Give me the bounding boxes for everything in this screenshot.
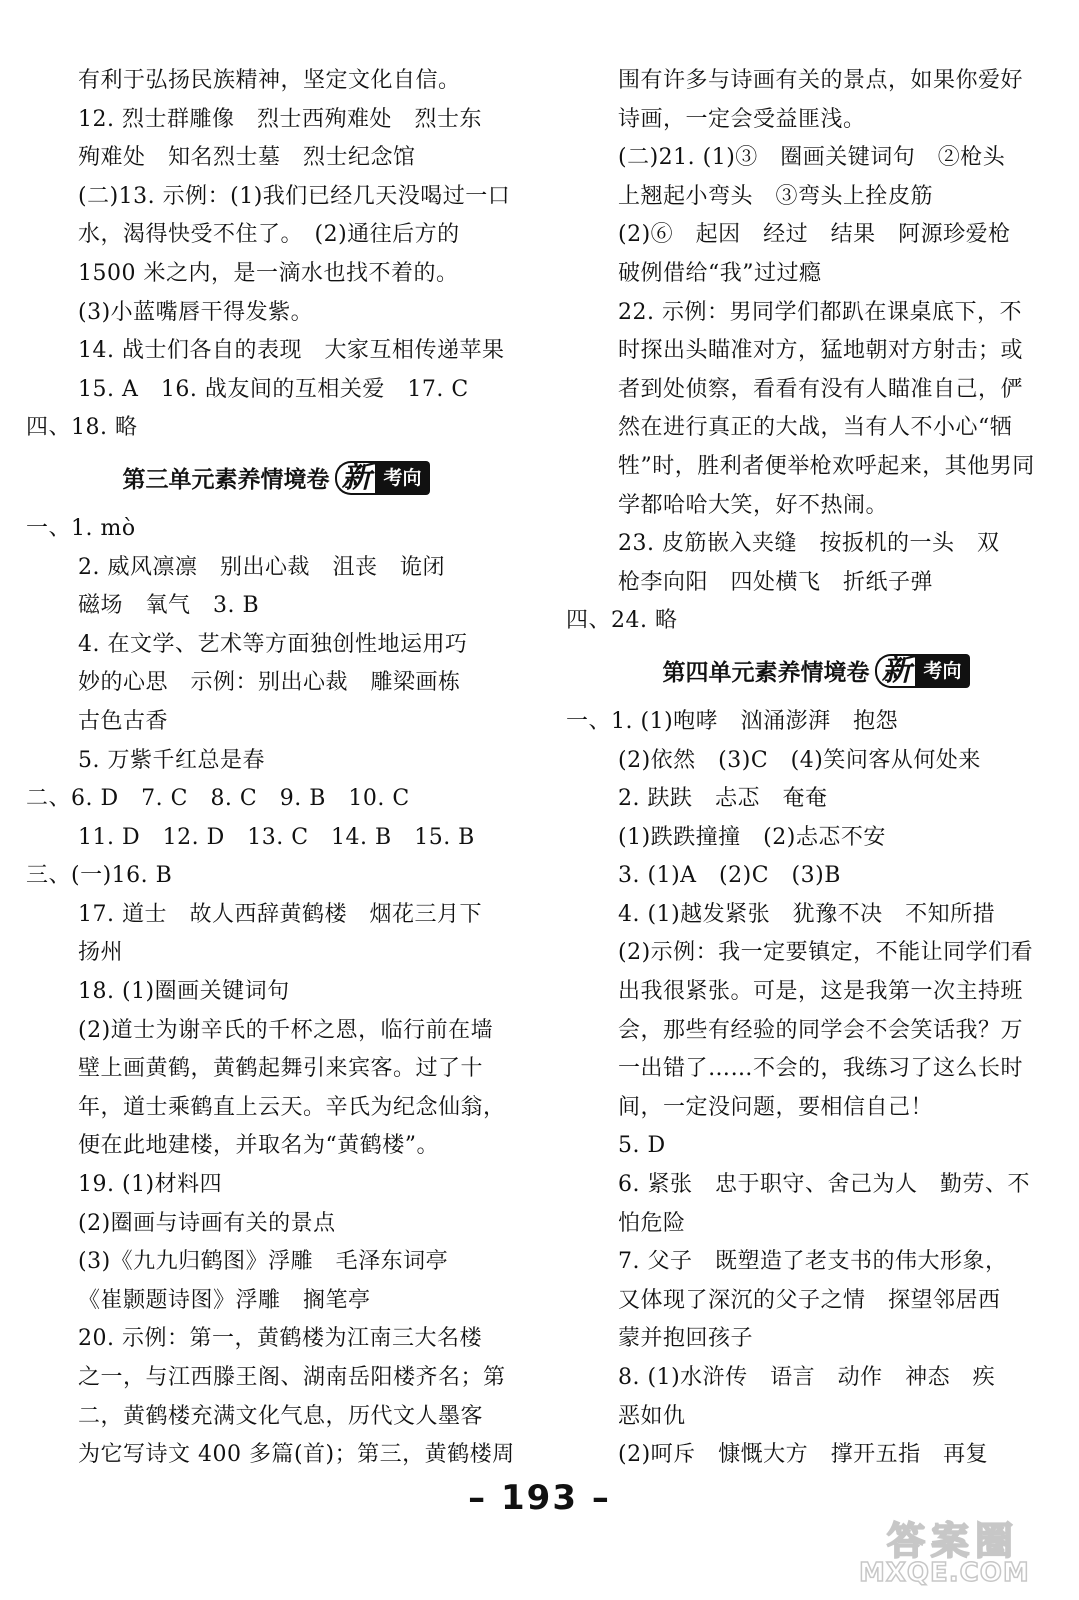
page-number: – 193 – [468,1478,611,1518]
answer-line: 之一，与江西滕王阁、湖南岳阳楼齐名；第 [78,1365,506,1390]
answer-line: 为它写诗文 400 多篇(首)；第三，黄鹤楼周 [78,1442,515,1468]
answer-line: 妙的心思 示例：别出心裁 雕梁画栋 [78,670,461,696]
answer-line: 11. D 12. D 13. C 14. B 15. B [78,824,475,850]
answer-line: 2. 威风凛凛 别出心裁 沮丧 诡闭 [78,554,445,580]
answer-line: 二，黄鹤楼充满文化气息，历代文人墨客 [78,1403,484,1429]
answer-line: 扬州 [78,940,124,966]
answer-line: 古色古香 [78,708,169,734]
answer-line: 壁上画黄鹤，黄鹤起舞引来宾客。过了十 [78,1056,484,1082]
answer-line: 然在进行真正的大战，当有人不小心“牺 [618,415,1013,441]
answer-line: (3)小蓝嘴唇干得发紫。 [78,299,314,325]
answer-line: 23. 皮筋嵌入夹缝 按扳机的一头 双 [618,531,1000,557]
badge-kaoxiang: 考向 [375,461,429,495]
section-heading-unit4 [566,643,1066,699]
watermark-url: MXQE.COM [859,1558,1030,1588]
answer-line: (二)21. (1)③ 圈画关键词句 ②枪头 [618,145,1006,171]
answer-line: 便在此地建楼，并取名为“黄鹤楼”。 [78,1133,439,1159]
answer-line: 8. (1)水浒传 语言 动作 神态 疾 [618,1365,996,1390]
answer-line: 上翘起小弯头 ③弯头上拴皮筋 [618,183,934,209]
answer-line: 《崔颢题诗图》浮雕 搁笔亭 [78,1287,371,1313]
answer-line: (2)道士为谢辛氏的千杯之恩，临行前在墙 [78,1017,494,1043]
answer-line: 出我很紧张。可是，这是我第一次主持班 [618,979,1024,1005]
answer-line: 怕危险 [618,1210,686,1236]
answer-line: 又体现了深沉的父子之情 探望邻居西 [618,1287,1001,1313]
answer-line: 20. 示例：第一，黄鹤楼为江南三大名楼 [78,1326,482,1352]
new-trend-badge [875,654,969,688]
answer-line: (二)13. 示例：(1)我们已经几天没喝过一口 [78,183,511,209]
answer-line: (2)呵斥 慷慨大方 撑开五指 再复 [618,1442,989,1468]
answer-line: 牲”时，胜利者便举枪欢呼起来，其他男同 [618,453,1035,479]
answer-line: 二、6. D 7. C 8. C 9. B 10. C [26,786,410,812]
answer-line: 17. 道士 故人西辞黄鹤楼 烟花三月下 [78,901,482,927]
answer-line: 5. 万紫千红总是春 [78,747,265,773]
answer-line: (3)《九九归鹤图》浮雕 毛泽东词亭 [78,1249,449,1275]
answer-line: 22. 示例：男同学们都趴在课桌底下，不 [618,299,1022,325]
answer-line: (2)⑥ 起因 经过 结果 阿源珍爱枪 [618,222,1011,248]
watermark-logo [859,1510,1049,1596]
answer-line: 7. 父子 既塑造了老支书的伟大形象， [618,1249,1008,1275]
section-heading-title: 第三单元素养情境卷 [122,467,330,494]
answer-line: (2)示例：我一定要镇定，不能让同学们看 [618,940,1034,966]
answer-line: 时探出头瞄准对方，猛地朝对方射击；或 [618,338,1024,364]
answer-line: (2)圈画与诗画有关的景点 [78,1210,336,1236]
answer-line: (1)跌跌撞撞 (2)忐忑不安 [618,824,886,850]
answer-line: 三、(一)16. B [26,863,173,889]
left-column [26,62,526,1475]
badge-new: 新 [875,654,915,688]
new-trend-badge [335,461,429,495]
answer-line: 蒙并抱回孩子 [618,1326,754,1352]
answer-line: 磁场 氧气 3. B [78,593,260,619]
answer-line: 者到处侦察，看看有没有人瞄准自己，俨 [618,376,1024,402]
watermark-title: 答案圈 [887,1519,1020,1563]
section-heading-title: 第四单元素养情境卷 [662,660,870,687]
answer-line: 1500 米之内，是一滴水也找不着的。 [78,260,459,286]
answer-line: 围有许多与诗画有关的景点，如果你爱好 [618,68,1024,93]
answer-line: 四、18. 略 [26,415,138,441]
answer-line: 一出错了……不会的，我练习了这么长时 [618,1056,1024,1082]
answer-line: 破例借给“我”过过瘾 [618,260,822,286]
answer-line: 6. 紧张 忠于职守、舍己为人 勤劳、不 [618,1172,1030,1198]
answer-line: 有利于弘扬民族精神，坚定文化自信。 [78,68,461,93]
answer-line: 间，一定没问题，要相信自己！ [618,1094,934,1120]
answer-line: 殉难处 知名烈士墓 烈士纪念馆 [78,145,416,171]
answer-line: (2)依然 (3)C (4)笑问客从何处来 [618,747,981,773]
answer-line: 12. 烈士群雕像 烈士西殉难处 烈士东 [78,106,482,132]
answer-line: 4. (1)越发紧张 犹豫不决 不知所措 [618,901,996,927]
badge-kaoxiang: 考向 [915,654,969,688]
answer-line: 5. D [618,1133,666,1159]
answer-line: 4. 在文学、艺术等方面独创性地运用巧 [78,631,468,657]
right-column [566,62,1066,1475]
badge-new: 新 [335,461,375,495]
answer-line: 15. A 16. 战友间的互相关爱 17. C [78,376,469,402]
answer-line: 枪李向阳 四处横飞 折纸子弹 [618,569,934,595]
answer-line: 年，道士乘鹤直上云天。辛氏为纪念仙翁， [78,1094,506,1120]
answer-line: 14. 战士们各自的表现 大家互相传递苹果 [78,338,505,364]
answer-line: 学都哈哈大笑，好不热闹。 [618,492,889,518]
answer-line: 诗画，一定会受益匪浅。 [618,106,866,132]
answer-line: 19. (1)材料四 [78,1172,223,1198]
answer-line: 会，那些有经验的同学会不会笑话我？万 [618,1017,1024,1043]
section-heading-unit3 [26,450,526,506]
answer-line: 恶如仇 [618,1403,686,1429]
answer-line: 水，渴得快受不住了。 (2)通往后方的 [78,222,460,248]
answer-line: 18. (1)圈画关键词句 [78,979,290,1005]
answer-line: 2. 趺趺 忐忑 奄奄 [618,786,828,812]
answer-line: 一、1. (1)咆哮 汹涌澎湃 抱怨 [566,708,899,734]
answer-line: 3. (1)A (2)C (3)B [618,863,841,889]
answer-line: 四、24. 略 [566,608,678,634]
answer-line: 一、1. mò [26,515,136,541]
